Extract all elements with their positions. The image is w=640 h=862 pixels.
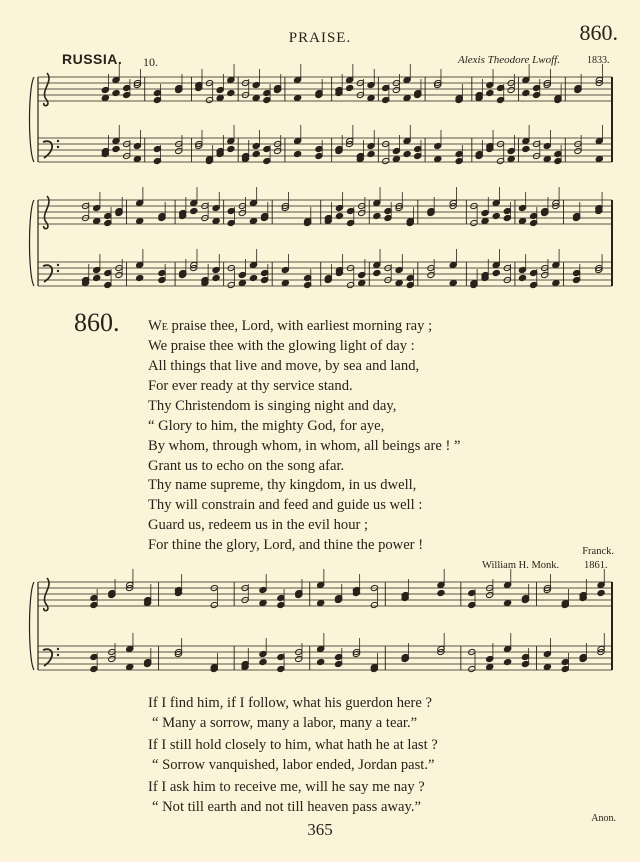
notehead — [281, 279, 289, 286]
tune-name: RUSSIA. — [62, 51, 123, 67]
bass-clef-dot — [57, 654, 59, 656]
brace — [30, 582, 35, 670]
notehead — [481, 217, 489, 224]
notehead — [507, 155, 515, 162]
bass-clef-dot — [57, 140, 59, 142]
notehead — [112, 89, 120, 96]
bass-clef-dot — [57, 648, 59, 650]
notehead — [434, 155, 442, 162]
notehead — [317, 599, 325, 606]
tune-composer-year: 1833. — [587, 55, 610, 66]
tune2-year: 1861. — [584, 560, 608, 571]
verse-line: For thine the glory, Lord, and thine the power ! — [148, 537, 424, 553]
notehead — [522, 89, 530, 96]
poem-line: “ Many a sorrow, many a labor, many a tear.” — [152, 715, 418, 731]
hymn-number: 860. — [74, 308, 120, 337]
notehead — [373, 269, 381, 276]
notehead — [595, 155, 603, 162]
notehead — [335, 212, 343, 219]
poem-line: If I still hold closely to him, what hath he at last ? — [148, 737, 438, 753]
page-title: PRAISE. — [288, 30, 352, 46]
poem-line: “ Sorrow vanquished, labor ended, Jordan past.” — [152, 757, 435, 773]
first-word: We — [148, 318, 168, 334]
notehead — [93, 217, 101, 224]
notehead — [227, 145, 235, 152]
notehead — [190, 207, 198, 214]
notehead — [294, 150, 302, 157]
tune-composer: Alexis Theodore Lwoff. — [458, 54, 560, 66]
notehead — [294, 94, 302, 101]
verse-line: Thy name supreme, thy kingdom, in us dwell, — [148, 477, 417, 493]
notehead — [317, 658, 325, 665]
notehead — [403, 150, 411, 157]
bass-clef-dot — [57, 264, 59, 266]
notehead — [504, 599, 512, 606]
notehead — [449, 279, 457, 286]
notehead — [101, 94, 109, 101]
notehead — [136, 217, 144, 224]
notehead — [249, 217, 257, 224]
notehead — [543, 155, 551, 162]
notehead — [504, 658, 512, 665]
poem-line: “ Not till earth and not till heaven pass away.” — [152, 799, 421, 815]
notehead — [395, 279, 403, 286]
notehead — [522, 145, 530, 152]
bass-clef-dot — [57, 146, 59, 148]
notehead — [252, 94, 260, 101]
verse-line: For ever ready at thy service stand. — [148, 378, 353, 394]
notehead — [367, 94, 375, 101]
notehead — [486, 663, 494, 670]
bass-clef-dot — [57, 270, 59, 272]
stanza-1 — [148, 316, 432, 396]
notehead — [259, 658, 267, 665]
verse-line: Grant us to echo on the song afar. — [148, 458, 345, 474]
notehead — [227, 89, 235, 96]
poem-author: Anon. — [591, 813, 616, 824]
notehead — [492, 212, 500, 219]
notehead — [543, 663, 551, 670]
notehead — [597, 589, 605, 596]
poem-line: If I find him, if I follow, what his guerdon here ? — [148, 695, 432, 711]
brace — [30, 77, 35, 162]
notehead — [212, 274, 220, 281]
notehead — [136, 274, 144, 281]
notehead — [212, 217, 220, 224]
notehead — [346, 84, 354, 91]
notehead — [238, 279, 246, 286]
poem2 — [148, 693, 438, 817]
notehead — [259, 599, 267, 606]
notehead — [392, 155, 400, 162]
notehead — [126, 663, 134, 670]
notehead — [249, 274, 257, 281]
verse-line: We praise thee with the glowing light of day : — [148, 338, 415, 354]
stanza-3 — [148, 475, 423, 555]
verse-line: “ Glory to him, the mighty God, for aye, — [148, 418, 385, 434]
notehead — [252, 150, 260, 157]
notehead — [93, 274, 101, 281]
verse-line: praise thee, Lord, with earliest morning ray ; — [167, 318, 433, 334]
brace — [30, 200, 35, 286]
verse-line: By whom, through whom, in whom, all beings are ! ” — [148, 438, 461, 454]
notehead — [367, 150, 375, 157]
tune-meter: 10. — [143, 55, 158, 69]
notehead — [437, 589, 445, 596]
verse-line: Guard us, redeem us in the evil hour ; — [148, 517, 369, 533]
notehead — [133, 155, 141, 162]
notehead — [358, 279, 366, 286]
notehead — [216, 94, 224, 101]
notehead — [518, 274, 526, 281]
tune2-composer: William H. Monk. — [482, 560, 560, 571]
verse-line: Thy Christendom is singing night and day, — [148, 398, 397, 414]
notehead — [492, 269, 500, 276]
notehead — [373, 212, 381, 219]
notehead — [518, 217, 526, 224]
verse-line: Thy will constrain and feed and guide us well : — [148, 497, 423, 513]
page-number: 365 — [307, 820, 333, 839]
notehead — [112, 145, 120, 152]
stanza-2 — [148, 396, 461, 476]
page-hymn-number: 860. — [579, 20, 618, 45]
notehead — [486, 89, 494, 96]
poem-line: If I ask him to receive me, will he say me nay ? — [148, 779, 425, 795]
notehead — [403, 94, 411, 101]
tune-attribution: Franck. — [582, 546, 614, 557]
verse-line: All things that live and move, by sea and land, — [148, 358, 420, 374]
notehead — [552, 279, 560, 286]
